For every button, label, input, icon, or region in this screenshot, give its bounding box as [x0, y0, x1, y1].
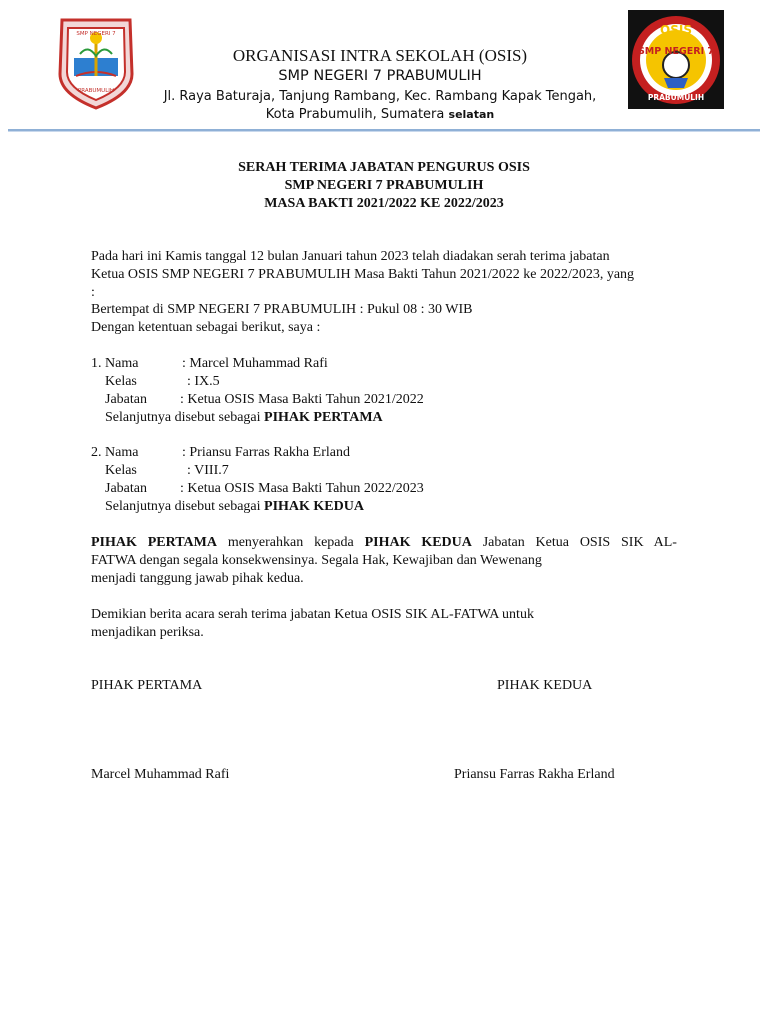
party1-note-prefix: Selanjutnya disebut sebagai: [105, 410, 265, 425]
handover-line3: menjadi tanggung jawab pihak kedua.: [91, 571, 304, 586]
party1-nama-value: : Marcel Muhammad Rafi: [182, 356, 328, 371]
party2-note-prefix: Selanjutnya disebut sebagai: [105, 499, 265, 514]
party2-kelas-label: Kelas: [105, 463, 137, 478]
handover-b2: PIHAK KEDUA: [364, 535, 472, 550]
doc-title-line1: SERAH TERIMA JABATAN PENGURUS OSIS: [238, 160, 530, 175]
party2-note-bold: PIHAK KEDUA: [264, 499, 364, 514]
logo-right-mid-text: SMP NEGERI 7: [637, 46, 715, 57]
school-address: [150, 88, 610, 124]
intro-line3: :: [91, 285, 95, 300]
intro-line5: Dengan ketentuan sebagai berikut, saya :: [91, 320, 321, 335]
party1-jabatan-value: : Ketua OSIS Masa Bakti Tahun 2021/2022: [180, 392, 424, 407]
closing-line1: Demikian berita acara serah terima jabatan Ketua OSIS SIK AL-FATWA untuk: [91, 607, 534, 622]
handover-t2: Jabatan Ketua OSIS SIK AL-: [471, 535, 677, 550]
intro-line2: Ketua OSIS SMP NEGERI 7 PRABUMULIH Masa Bakti Tahun 2021/2022 ke 2022/2023, yang: [91, 267, 635, 282]
party1-kelas-value: : IX.5: [187, 374, 220, 389]
signature-right-title: PIHAK KEDUA: [497, 678, 593, 693]
party2-nama-label: 2. Nama: [91, 445, 139, 460]
handover-b1: PIHAK PERTAMA: [91, 535, 217, 550]
party2-note: [105, 498, 364, 516]
handover-t1: menyerahkan kepada: [216, 535, 365, 550]
address-tail: selatan: [448, 108, 495, 121]
signature-right-name: Priansu Farras Rakha Erland: [454, 767, 615, 782]
osis-logo: [628, 10, 724, 109]
logo-left-bottom-text: PRABUMULIH: [77, 88, 115, 94]
intro-line1: Pada hari ini Kamis tanggal 12 bulan Januari tahun 2023 telah diadakan serah terima jabatan: [91, 249, 610, 264]
party2-nama-value: : Priansu Farras Rakha Erland: [182, 445, 350, 460]
party1-note: [105, 409, 383, 427]
party2-jabatan-value: : Ketua OSIS Masa Bakti Tahun 2022/2023: [180, 481, 424, 496]
school-logo: [56, 14, 136, 112]
handover-line2: FATWA dengan segala konsekwensinya. Segala Hak, Kewajiban dan Wewenang: [91, 553, 542, 568]
party1-note-bold: PIHAK PERTAMA: [264, 410, 383, 425]
doc-title-line3: MASA BAKTI 2021/2022 KE 2022/2023: [264, 196, 504, 211]
header-divider: [8, 129, 760, 132]
party1-kelas-label: Kelas: [105, 374, 137, 389]
doc-title-line2: SMP NEGERI 7 PRABUMULIH: [284, 178, 484, 193]
party1-jabatan-label: Jabatan: [105, 392, 147, 407]
signature-left-title: PIHAK PERTAMA: [91, 678, 203, 693]
logo-right-bottom-text: PRABUMULIH: [647, 93, 705, 102]
school-name: SMP NEGERI 7 PRABUMULIH: [278, 68, 482, 84]
intro-line4: Bertempat di SMP NEGERI 7 PRABUMULIH : Pukul 08 : 30 WIB: [91, 302, 473, 317]
signature-left-name: Marcel Muhammad Rafi: [91, 767, 230, 782]
logo-right-top-text: OSIS: [660, 23, 692, 37]
logo-left-top-text: SMP NEGERI 7: [76, 31, 116, 37]
party2-kelas-value: : VIII.7: [187, 463, 229, 478]
party2-jabatan-label: Jabatan: [105, 481, 147, 496]
address-text: Jl. Raya Baturaja, Tanjung Rambang, Kec. Rambang Kapak Tengah, Kota Prabumulih, Sumatera: [163, 89, 597, 122]
closing-line2: menjadikan periksa.: [91, 625, 204, 640]
org-name: ORGANISASI INTRA SEKOLAH (OSIS): [232, 46, 528, 65]
party1-nama-label: 1. Nama: [91, 356, 139, 371]
handover-line1: [91, 534, 677, 552]
